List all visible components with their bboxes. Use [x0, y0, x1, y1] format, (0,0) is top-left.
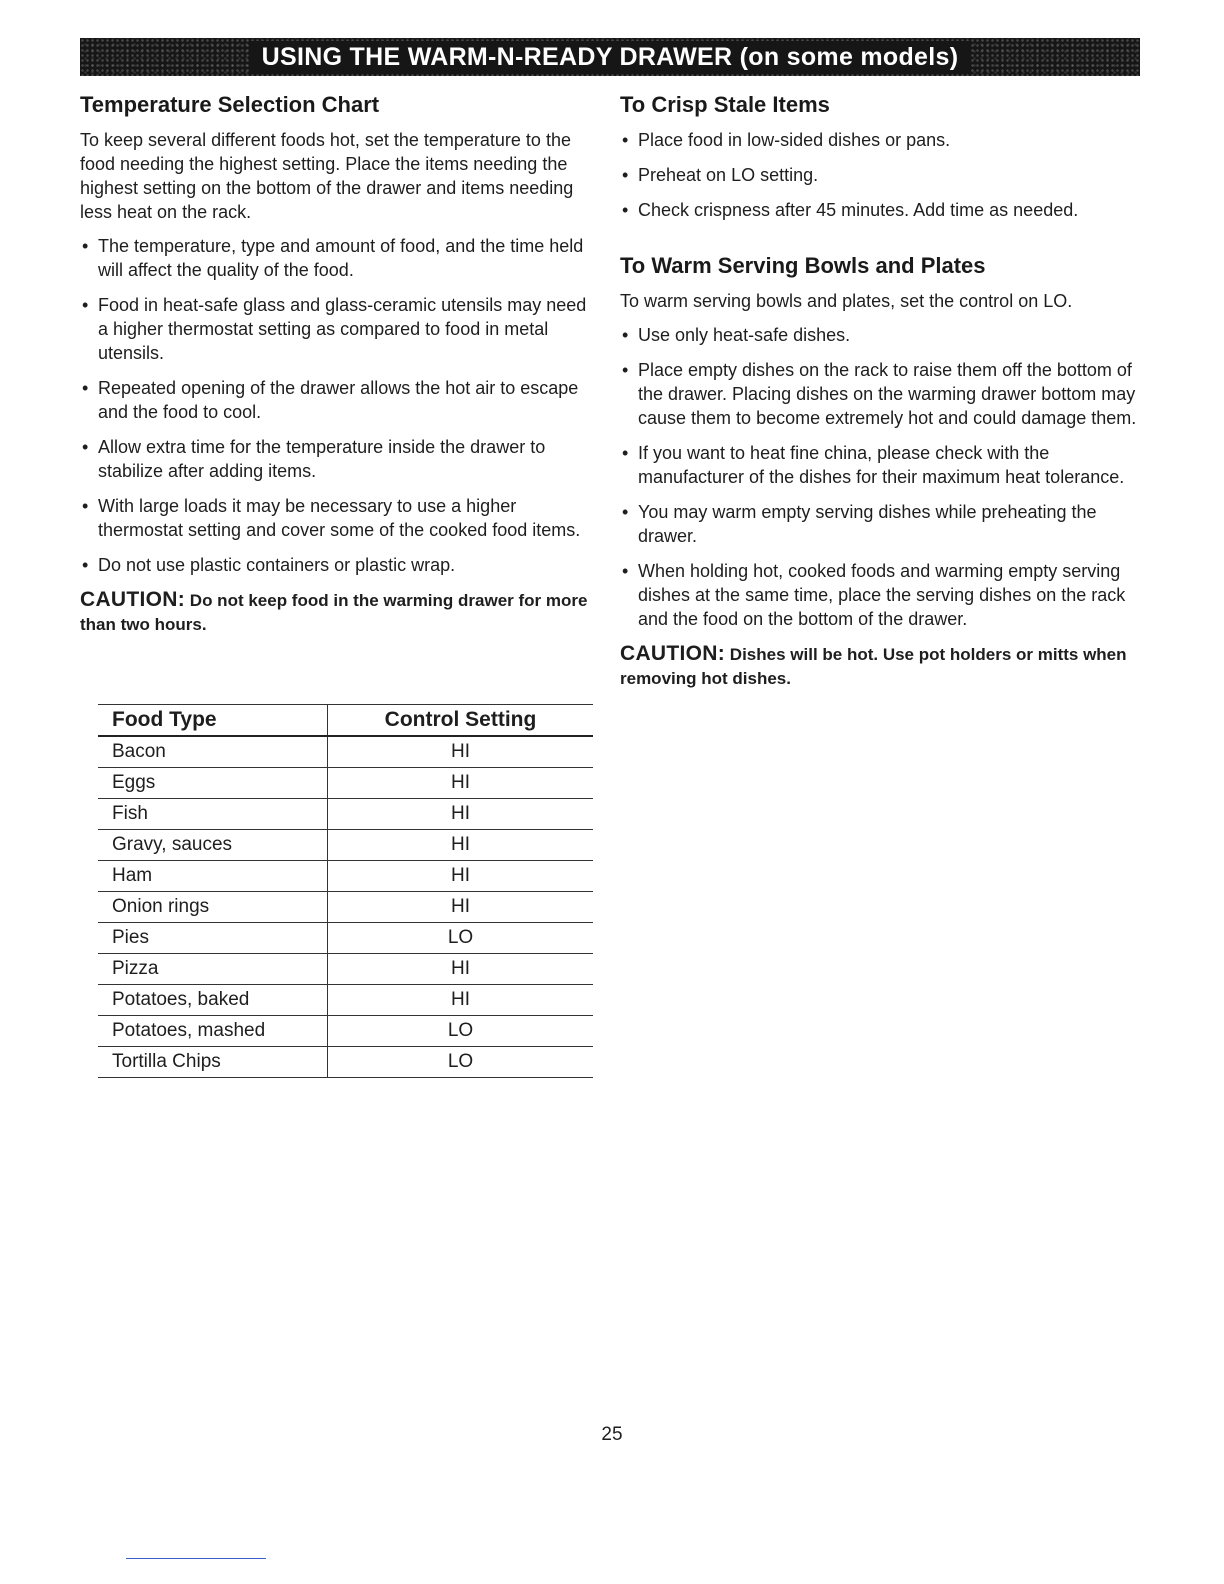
control-setting-cell: HI	[328, 736, 594, 768]
table-row	[98, 985, 593, 1016]
list-item: • You may warm empty serving dishes while preheating the drawer.	[620, 500, 1140, 548]
list-item: • With large loads it may be necessary to use a higher thermostat setting and cover some of the cooked food items.	[80, 494, 595, 542]
food-type-cell: Pies	[98, 923, 328, 954]
control-setting-cell: HI	[328, 892, 594, 923]
list-item: • Place empty dishes on the rack to raise them off the bottom of the drawer. Placing dishes on the warming drawer bottom may cause them to become extremely hot and could damage them.	[620, 358, 1140, 430]
table-row	[98, 954, 593, 985]
section-title: USING THE WARM-N-READY DRAWER (on some models)	[250, 41, 971, 74]
control-setting-cell: HI	[328, 768, 594, 799]
list-item: • Preheat on LO setting.	[620, 163, 1140, 187]
food-type-cell: Bacon	[98, 736, 328, 768]
crisp-bullet-list	[620, 128, 1140, 222]
table-row	[98, 799, 593, 830]
list-item: • The temperature, type and amount of food, and the time held will affect the quality of the food.	[80, 234, 595, 282]
footer-rule	[126, 1558, 266, 1559]
caution-text: Dishes will be hot. Use pot holders or mitts when removing hot dishes.	[620, 645, 1127, 688]
caution-label: CAUTION:	[80, 588, 186, 611]
list-item: • Food in heat-safe glass and glass-ceramic utensils may need a higher thermostat setting as compared to food in metal utensils.	[80, 293, 595, 365]
crisp-heading: To Crisp Stale Items	[620, 92, 830, 117]
right-column	[620, 92, 1140, 691]
list-item: • When holding hot, cooked foods and warming empty serving dishes at the same time, place the serving dishes on the rack and the food on the bottom of the drawer.	[620, 559, 1140, 631]
table-row	[98, 1047, 593, 1078]
table-row	[98, 768, 593, 799]
table-row	[98, 1016, 593, 1047]
column-header-control-setting: Control Setting	[328, 705, 594, 737]
caution-note	[80, 588, 595, 637]
food-type-cell: Pizza	[98, 954, 328, 985]
page-number: 25	[601, 1424, 623, 1445]
food-type-cell: Potatoes, mashed	[98, 1016, 328, 1047]
caution-text: Do not keep food in the warming drawer for more than two hours.	[80, 591, 588, 634]
food-type-cell: Gravy, sauces	[98, 830, 328, 861]
table-row	[98, 861, 593, 892]
section-banner	[80, 38, 1140, 76]
caution-label: CAUTION:	[620, 642, 726, 665]
control-setting-cell: LO	[328, 1047, 594, 1078]
warm-intro: To warm serving bowls and plates, set the control on LO.	[620, 291, 1073, 311]
list-item: • Check crispness after 45 minutes. Add time as needed.	[620, 198, 1140, 222]
table-header-row	[98, 705, 593, 737]
list-item: • Use only heat-safe dishes.	[620, 323, 1140, 347]
list-item: • Do not use plastic containers or plastic wrap.	[80, 553, 595, 577]
list-item: • Repeated opening of the drawer allows the hot air to escape and the food to cool.	[80, 376, 595, 424]
food-type-cell: Onion rings	[98, 892, 328, 923]
temperature-selection-table	[98, 704, 593, 1078]
control-setting-cell: HI	[328, 830, 594, 861]
control-setting-cell: LO	[328, 923, 594, 954]
temperature-chart-heading: Temperature Selection Chart	[80, 92, 380, 117]
column-header-food-type: Food Type	[98, 705, 328, 737]
control-setting-cell: HI	[328, 799, 594, 830]
temperature-bullet-list	[80, 234, 595, 577]
control-setting-cell: HI	[328, 954, 594, 985]
food-type-cell: Ham	[98, 861, 328, 892]
table-row	[98, 923, 593, 954]
control-setting-cell: LO	[328, 1016, 594, 1047]
table-row	[98, 830, 593, 861]
temperature-intro: To keep several different foods hot, set the temperature to the food needing the highest setting. Place the items needing the highest setting on the bottom of the drawer and items needing less heat on the rack.	[80, 130, 574, 222]
food-type-cell: Potatoes, baked	[98, 985, 328, 1016]
table-row	[98, 736, 593, 768]
warm-bullet-list	[620, 323, 1140, 631]
table-row	[98, 892, 593, 923]
food-type-cell: Fish	[98, 799, 328, 830]
food-type-cell: Tortilla Chips	[98, 1047, 328, 1078]
list-item: • If you want to heat fine china, please check with the manufacturer of the dishes for their maximum heat tolerance.	[620, 441, 1140, 489]
list-item: • Place food in low-sided dishes or pans.	[620, 128, 1140, 152]
control-setting-cell: HI	[328, 861, 594, 892]
control-setting-cell: HI	[328, 985, 594, 1016]
caution-note	[620, 642, 1140, 691]
left-column	[80, 92, 595, 637]
list-item: • Allow extra time for the temperature inside the drawer to stabilize after adding items.	[80, 435, 595, 483]
warm-heading: To Warm Serving Bowls and Plates	[620, 253, 986, 278]
food-type-cell: Eggs	[98, 768, 328, 799]
